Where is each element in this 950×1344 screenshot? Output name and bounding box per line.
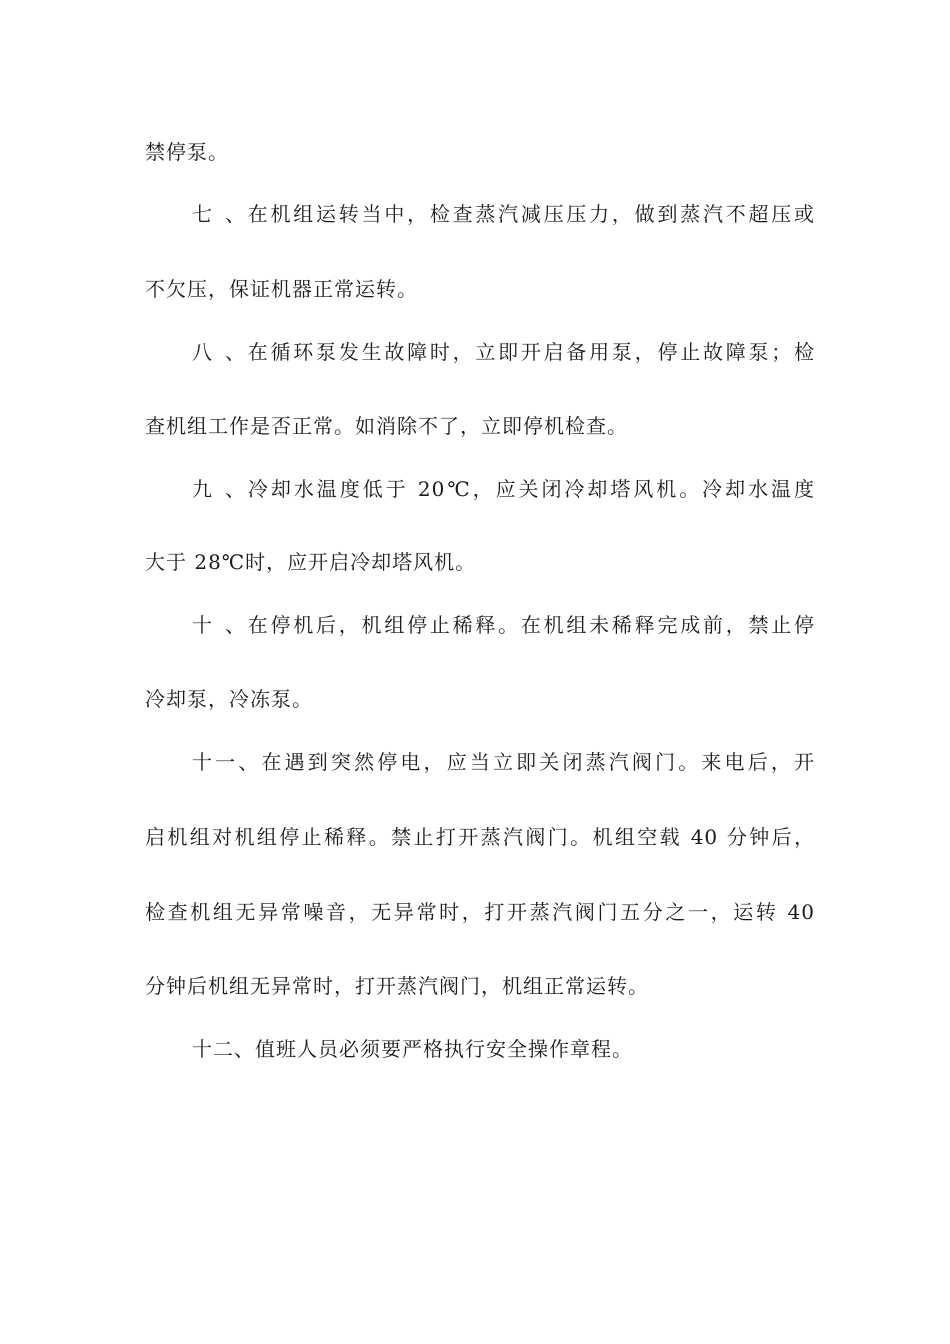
text-line — [145, 411, 815, 441]
line-text: 冷却水温度低于 20℃，应关闭冷却塔风机。冷却水温度 — [246, 477, 815, 501]
line-text: 十一、在遇到突然停电，应当立即关闭蒸汽阀门。来电后，开 — [192, 750, 815, 774]
item-number: 七、 — [192, 202, 246, 226]
line-text: 检查机组无异常噪音，无异常时，打开蒸汽阀门五分之一，运转 40 — [145, 900, 815, 924]
numbered-item-9 — [192, 474, 815, 504]
line-text: 十二、值班人员必须要严格执行安全操作章程。 — [192, 1037, 633, 1061]
line-text: 在机组运转当中，检查蒸汽减压压力，做到蒸汽不超压或 — [246, 202, 815, 226]
item-number: 十、 — [192, 613, 246, 637]
text-line — [145, 137, 815, 167]
numbered-item-10 — [192, 610, 815, 640]
numbered-item-7 — [192, 199, 815, 229]
line-text: 冷却泵，冷冻泵。 — [145, 687, 313, 711]
text-line — [145, 547, 815, 577]
line-text: 在停机后，机组停止稀释。在机组未稀释完成前，禁止停 — [246, 613, 815, 637]
numbered-item-11 — [192, 747, 815, 777]
text-line — [145, 684, 815, 714]
line-text: 查机组工作是否正常。如消除不了，立即停机检查。 — [145, 414, 628, 438]
text-line — [145, 897, 815, 927]
text-line — [145, 274, 815, 304]
line-text: 在循环泵发生故障时，立即开启备用泵，停止故障泵；检 — [246, 340, 815, 364]
item-number: 八、 — [192, 340, 246, 364]
line-text: 不欠压，保证机器正常运转。 — [145, 277, 418, 301]
text-line — [145, 971, 815, 1001]
numbered-item-12 — [192, 1034, 815, 1064]
line-text: 启机组对机组停止稀释。禁止打开蒸汽阀门。机组空载 40 分钟后， — [145, 825, 815, 849]
line-text: 禁停泵。 — [145, 140, 229, 164]
line-text: 分钟后机组无异常时，打开蒸汽阀门，机组正常运转。 — [145, 974, 649, 998]
line-text: 大于 28℃时，应开启冷却塔风机。 — [145, 550, 477, 574]
numbered-item-8 — [192, 337, 815, 367]
item-number: 九、 — [192, 477, 246, 501]
text-line — [145, 822, 815, 852]
